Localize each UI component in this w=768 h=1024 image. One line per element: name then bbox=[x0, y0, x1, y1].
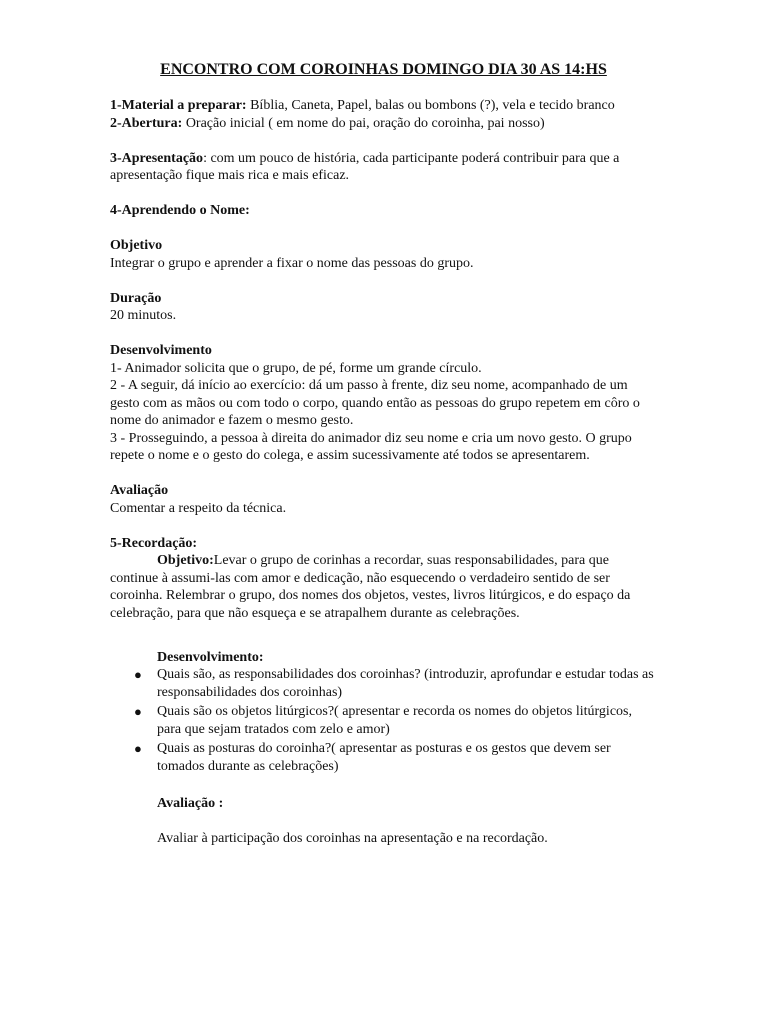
document-title: ENCONTRO COM COROINHAS DOMINGO DIA 30 AS 14:HS bbox=[160, 61, 607, 78]
bullet-dot-icon: ● bbox=[134, 741, 142, 756]
section-apresentacao bbox=[110, 150, 655, 185]
section-apresentacao-text: : com um pouco de história, cada participante poderá contribuir para que a apresentação fique mais rica e mais eficaz. bbox=[110, 150, 620, 183]
section-abertura-text: Oração inicial ( em nome do pai, oração do coroinha, pai nosso) bbox=[182, 115, 545, 131]
nome-duracao-text: 20 minutos. bbox=[110, 308, 177, 323]
recordacao-avaliacao-text: Avaliar à participação dos coroinhas na apresentação e na recordação. bbox=[157, 830, 548, 846]
list-item: ● Quais são, as responsabilidades dos coroinhas? (introduzir, aprofundar e estudar todas as responsabilidades dos coroinhas) bbox=[134, 667, 654, 700]
document-body bbox=[110, 60, 655, 847]
recordacao-desenvolvimento-label: Desenvolvimento: bbox=[157, 649, 264, 665]
recordacao-objetivo-text: Levar o grupo de corinhas a recordar, suas responsabilidades, para que continue à assumi-las com amor e dedicação, não esquecendo o verdadeiro sentido de ser coroinha. Relembrar o grupo, dos nomes dos objetos, vestes, livros litúrgicos, e do espaço da celebração, para que não esqueça e se atrapalhem durante as celebrações. bbox=[110, 553, 631, 621]
bullet-dot-icon: ● bbox=[134, 667, 142, 682]
section-nome-heading: 4-Aprendendo o Nome: bbox=[110, 203, 250, 218]
nome-avaliacao-label: Avaliação bbox=[110, 483, 169, 498]
list-item: ● Quais as posturas do coroinha?( apresentar as posturas e os gestos que devem ser tomados durante as celebrações) bbox=[134, 741, 611, 774]
recordacao-bullet-list bbox=[110, 666, 655, 775]
recordacao-avaliacao-label: Avaliação : bbox=[157, 795, 224, 811]
nome-desenvolvimento-label: Desenvolvimento bbox=[110, 343, 212, 358]
section-material-label: 1-Material a preparar: bbox=[110, 98, 247, 113]
bullet-dot-icon: ● bbox=[134, 704, 142, 719]
section-material bbox=[110, 97, 655, 115]
recordacao-objetivo-label: Objetivo: bbox=[157, 553, 214, 568]
nome-desenvolvimento-step: 2 - A seguir, dá início ao exercício: dá um passo à frente, diz seu nome, acompanhado de um gesto com as mãos ou com todo o corpo, quando então as pessoas do grupo repetem em côro o nome do animador e fazem o mesmo gesto. bbox=[110, 378, 640, 428]
section-material-text: Bíblia, Caneta, Papel, balas ou bombons (?), vela e tecido branco bbox=[246, 98, 615, 113]
section-recordacao-heading: 5-Recordação: bbox=[110, 535, 198, 551]
recordacao-objetivo bbox=[110, 552, 655, 622]
nome-desenvolvimento-step: 3 - Prosseguindo, a pessoa à direita do animador diz seu nome e cria um novo gesto. O grupo repete o nome e o gesto do colega, e assim sucessivamente até todos se apresentarem. bbox=[110, 430, 632, 463]
nome-desenvolvimento-step: 1- Animador solicita que o grupo, de pé, forme um grande círculo. bbox=[110, 360, 482, 376]
section-abertura-label: 2-Abertura: bbox=[110, 115, 183, 131]
nome-objetivo-text: Integrar o grupo e aprender a fixar o nome das pessoas do grupo. bbox=[110, 255, 474, 271]
nome-objetivo-label: Objetivo bbox=[110, 238, 163, 253]
section-apresentacao-label: 3-Apresentação bbox=[110, 150, 204, 166]
section-abertura bbox=[110, 115, 655, 133]
nome-duracao-label: Duração bbox=[110, 290, 162, 306]
nome-avaliacao-text: Comentar a respeito da técnica. bbox=[110, 500, 287, 516]
list-item: ● Quais são os objetos litúrgicos?( apresentar e recorda os nomes do objetos litúrgicos, para que sejam tratados com zelo e amor) bbox=[134, 704, 632, 737]
